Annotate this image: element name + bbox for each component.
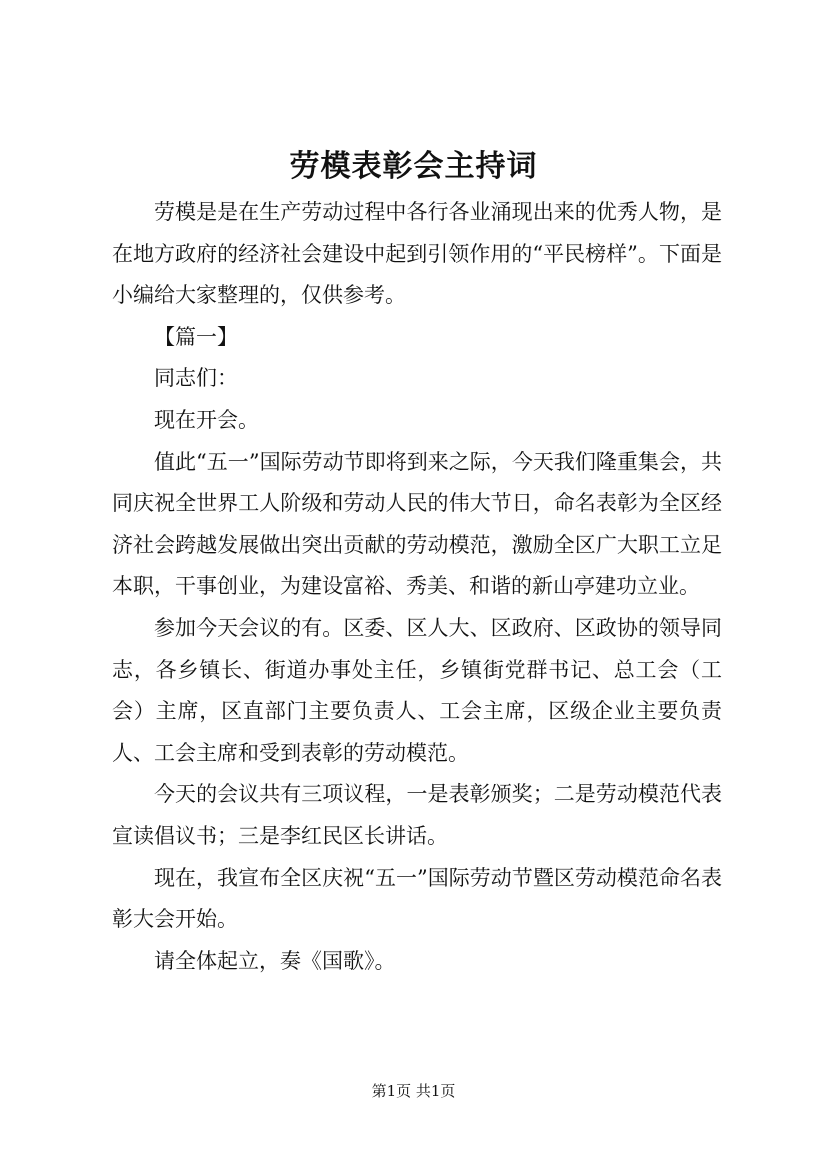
document-title: 劳模表彰会主持词	[289, 149, 538, 184]
paragraph: 值此“五一”国际劳动节即将到来之际，今天我们隆重集会，共同庆祝全世界工人阶级和劳动人民的伟大节日，命名表彰为全区经济社会跨越发展做出突出贡献的劳动模范，激励全区广大职工立足本职，干事创业，为建设富裕、秀美、和谐的新山亭建功立业。	[112, 449, 722, 599]
paragraph: 今天的会议共有三项议程，一是表彰颁奖；二是劳动模范代表宣读倡议书；三是李红民区长讲话。	[112, 782, 722, 848]
paragraph: 劳模是是在生产劳动过程中各行各业涌现出来的优秀人物，是在地方政府的经济社会建设中起到引领作用的“平民榜样”。下面是小编给大家整理的，仅供参考。	[112, 200, 722, 308]
paragraph: 同志们：	[154, 366, 238, 391]
paragraph: 请全体起立，奏《国歌》。	[154, 948, 396, 973]
paragraph: 现在开会。	[154, 407, 259, 432]
document-body	[112, 192, 722, 982]
page-footer: 第1页 共1页	[371, 1082, 456, 1100]
paragraph: 现在，我宣布全区庆祝“五一”国际劳动节暨区劳动模范命名表彰大会开始。	[112, 865, 722, 932]
paragraph: 参加今天会议的有。区委、区人大、区政府、区政协的领导同志，各乡镇长、街道办事处主任，乡镇街党群书记、总工会（工会）主席，区直部门主要负责人、工会主席，区级企业主要负责人、工会主席和受到表彰的劳动模范。	[112, 615, 722, 765]
paragraph: 【篇一】	[154, 324, 238, 349]
